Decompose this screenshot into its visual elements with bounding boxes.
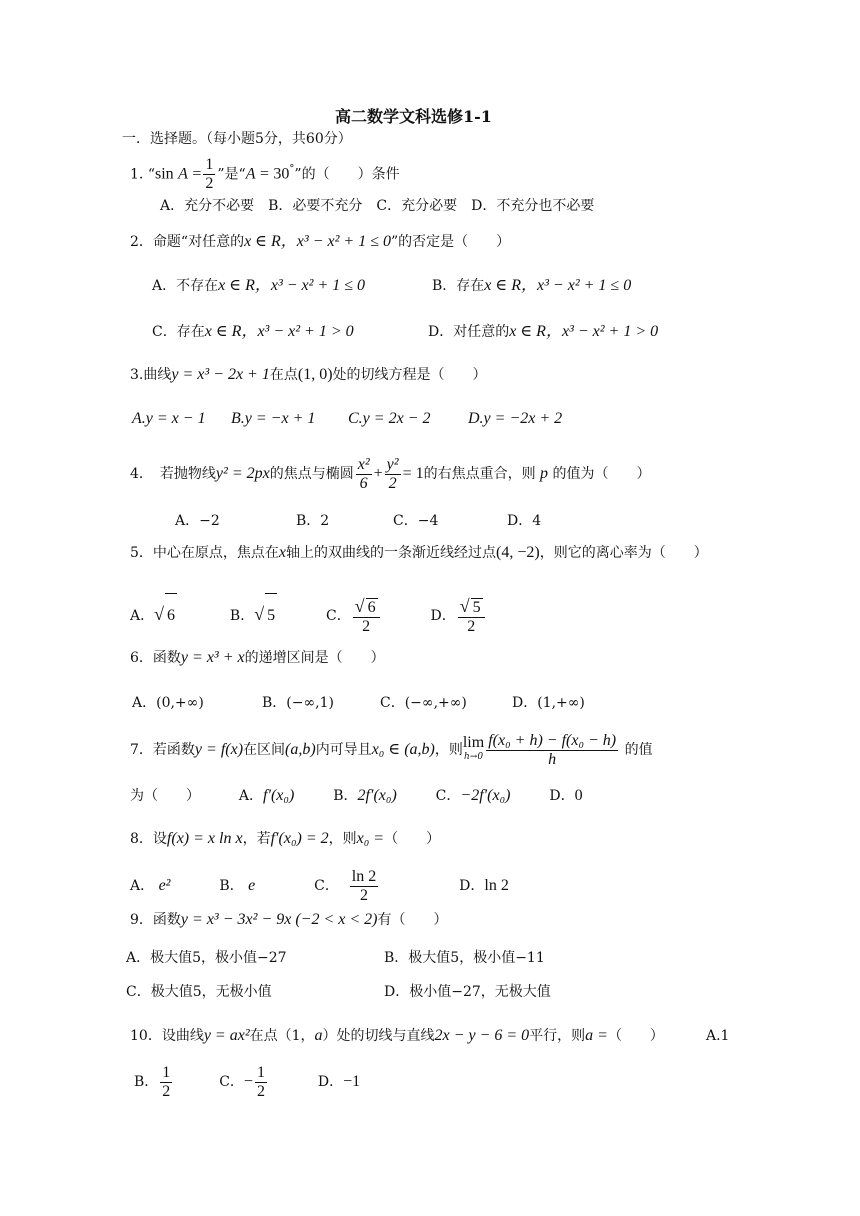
fraction-sqrt6-over-2: $\frac{√ 6}{2}$ <box>353 597 380 636</box>
question-4-option-c: C．−4 <box>393 513 439 529</box>
fraction-one-half-c: $\frac{1}{2}$ <box>256 1063 265 1100</box>
question-2-option-b: B．存在x ∈ R，x³ − x² + 1 ≤ 0 <box>432 277 632 294</box>
question-4-option-d: D．4 <box>507 513 542 529</box>
question-5: 5．中心在原点，焦点在x轴上的双曲线的一条渐近线经过点(4, −2)，则它的离心率为（ ） <box>130 544 708 561</box>
section-heading: 一．选择题。（每小题5分，共60分） <box>122 131 352 147</box>
question-6-option-b: B．(−∞,1) <box>262 695 334 711</box>
fraction-x2-over-6: $\frac{\text{x²}}{6}$ <box>357 455 370 492</box>
question-6-option-d: D．(1,+∞) <box>512 695 585 711</box>
question-6-option-a: A．(0,+∞) <box>132 695 204 711</box>
question-10-option-a: A.1 <box>706 1028 730 1044</box>
question-9-option-a: A．极大值5，极小值−27 <box>126 950 287 966</box>
question-4-option-a: A．−2 <box>175 513 220 529</box>
question-7-options: 为（ ） A．f′(x₀) B．2f′(x₀) C．−2f′(x₀) D．0 <box>130 787 583 804</box>
question-1: 1. “sin A = $\frac{1}{2}$ ”是“A = 30°”的（ ）条件 <box>130 156 400 192</box>
question-6: 6．函数y = x³ + x的递增区间是（ ） <box>130 649 385 666</box>
question-10: 10．设曲线y = ax²在点（1，a）处的切线与直线2x − y − 6 = 0平行，则a =（ ） <box>130 1027 664 1044</box>
question-10-options: B． $\frac{1}{2}$ C．− $\frac{1}{2}$ D．−1 <box>134 1063 361 1100</box>
question-5-options: A．√ 6 B．√ 5 C． $\frac{√ 6}{2}$ D． $\frac{√ 5}{2}$ <box>130 592 487 636</box>
question-2: 2．命题“对任意的x ∈ R，x³ − x² + 1 ≤ 0”的否定是（ ） <box>130 233 511 250</box>
question-9: 9．函数y = x³ − 3x² − 9x (−2 < x < 2)有（ ） <box>130 911 448 928</box>
question-2-option-a: A．不存在x ∈ R，x³ − x² + 1 ≤ 0 <box>152 277 366 294</box>
fraction-sqrt5-over-2: $\frac{√ 5}{2}$ <box>458 597 485 636</box>
question-8: 8．设f(x) = x ln x，若f′(x₀) = 2，则x₀ =（ ） <box>130 830 441 847</box>
fraction-one-half-b: $\frac{1}{2}$ <box>162 1063 171 1100</box>
question-7: 7．若函数y = f(x)在区间(a,b)内可导且x₀ ∈ (a,b)，则 lim h→0 $\frac{\text{f(x₀ + h) − f(x₀ − h)}}{h}$ 的值 <box>130 731 653 768</box>
limit-operator: lim h→0 <box>462 734 485 762</box>
fraction-y2-over-2: $\frac{\text{y²}}{2}$ <box>386 455 399 492</box>
fraction-ln2-over-2: $\frac{\ln 2}{2}$ <box>351 867 377 904</box>
question-3-option-b: B.y = −x + 1 <box>231 410 316 427</box>
fraction-one-half: $\frac{1}{2}$ <box>205 156 214 192</box>
page-title: 高二数学文科选修1-1 <box>335 107 492 126</box>
question-2-option-d: D．对任意的x ∈ R，x³ − x² + 1 > 0 <box>428 323 659 340</box>
question-3-option-c: C.y = 2x − 2 <box>348 410 431 427</box>
question-1-options: A．充分不必要 B．必要不充分 C．充分必要 D．不充分也不必要 <box>160 198 595 214</box>
question-9-option-d: D．极小值−27，无极大值 <box>384 984 551 1000</box>
fraction-difference-quotient: $\frac{\text{f(x₀ + h) − f(x₀ − h)}}{h}$ <box>488 731 617 768</box>
question-3-option-a: A.y = x − 1 <box>132 410 206 427</box>
question-6-option-c: C．(−∞,+∞) <box>380 695 467 711</box>
question-4-option-b: B．2 <box>296 513 330 529</box>
question-9-option-b: B．极大值5，极小值−11 <box>384 950 545 966</box>
question-2-option-c: C．存在x ∈ R，x³ − x² + 1 > 0 <box>152 323 354 340</box>
question-9-option-c: C．极大值5，无极小值 <box>126 984 272 1000</box>
question-3: 3.曲线y = x³ − 2x + 1在点(1, 0)处的切线方程是（ ） <box>130 366 487 383</box>
question-4: 4． 若抛物线y² = 2px的焦点与椭圆 $\frac{\text{x²}}{6}$ + $\frac{\text{y²}}{2}$ = 1的右焦点重合，则 p 的值为（ ） <box>130 455 651 492</box>
question-8-options: A． e² B． e C． $\frac{\ln 2}{2}$ D．ln 2 <box>130 867 509 904</box>
question-3-option-d: D.y = −2x + 2 <box>468 410 563 427</box>
